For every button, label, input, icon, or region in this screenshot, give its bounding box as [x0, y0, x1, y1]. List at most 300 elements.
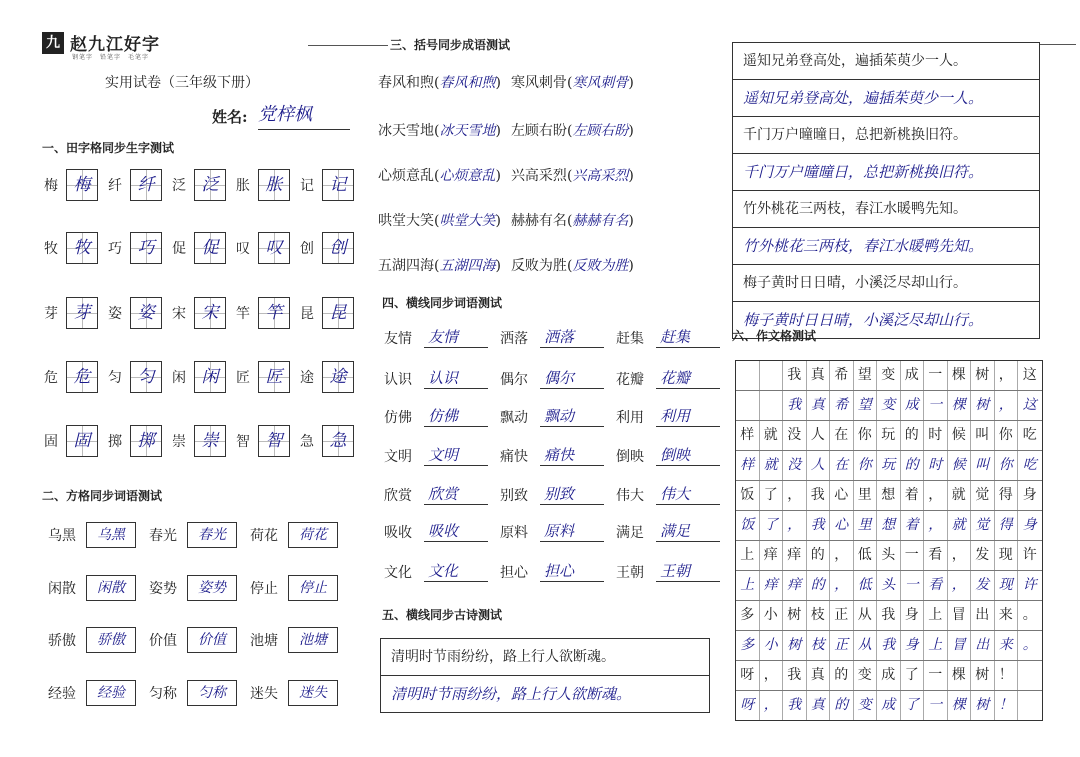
grid-cell: 小: [760, 601, 784, 630]
grid-cell: 变: [854, 691, 878, 720]
char-label: 胀: [236, 178, 250, 194]
char-item: [108, 169, 162, 201]
handwritten-word: 春光: [187, 522, 237, 548]
tianzige-box: 昆: [322, 297, 354, 329]
word-label: 春光: [149, 528, 177, 544]
grid-cell: 头: [877, 571, 901, 600]
tianzige-box: 掷: [130, 425, 162, 457]
grid-cell: ，: [995, 361, 1019, 390]
underline-row: [384, 483, 732, 505]
grid-cell: ，: [948, 541, 972, 570]
grid-row: [736, 601, 1042, 631]
brand-title: 赵九江好字: [70, 35, 160, 55]
char-item: [236, 297, 290, 329]
handwritten-word: 池塘: [288, 627, 338, 653]
section-3-title: 三、括号同步成语测试: [390, 38, 511, 52]
handwritten-word: 利用: [656, 405, 720, 427]
word-label: 荷花: [250, 528, 278, 544]
char-item: [108, 425, 162, 457]
grid-cell: ，: [995, 391, 1019, 420]
idiom-answer: 反败为胜: [572, 258, 629, 274]
char-item: [44, 169, 98, 201]
grid-cell: 冒: [948, 631, 972, 660]
idiom-row: 春风和煦(春风和煦) 寒风刺骨(寒风刺骨): [378, 75, 634, 91]
grid-cell: ，: [830, 571, 854, 600]
grid-cell: 出: [971, 601, 995, 630]
char-label: 匠: [236, 370, 250, 386]
char-label: 纤: [108, 178, 122, 194]
tianzige-box: 姿: [130, 297, 162, 329]
grid-cell: 低: [854, 571, 878, 600]
word-label: 文明: [384, 449, 412, 465]
poem-handwritten-line: 清明时节雨纷纷，路上行人欲断魂。: [391, 685, 632, 703]
grid-cell: 这: [1022, 367, 1037, 383]
grid-cell: [736, 361, 760, 390]
grid-cell: 时: [924, 451, 948, 480]
grid-cell: ，: [760, 691, 784, 720]
grid-cell: 来: [995, 601, 1019, 630]
grid-cell: 变: [854, 661, 878, 690]
grid-cell: 看: [924, 571, 948, 600]
section-4-title: 四、横线同步词语测试: [382, 296, 503, 310]
grid-cell: 着: [901, 481, 925, 510]
tianzige-box: 匀: [130, 361, 162, 393]
underline-item: [384, 367, 488, 389]
char-item: [44, 361, 98, 393]
underline-item: [384, 520, 488, 542]
grid-cell: 心: [830, 481, 854, 510]
char-label: 促: [172, 241, 186, 257]
char-item: [236, 425, 290, 457]
grid-cell: [736, 391, 760, 420]
grid-cell: 望: [854, 391, 878, 420]
grid-cell: 就: [760, 421, 784, 450]
handwritten-word: 吸收: [424, 520, 488, 542]
grid-cell: 着: [901, 511, 925, 540]
handwritten-word: 乌黑: [86, 522, 136, 548]
grid-cell: ！: [995, 661, 1019, 690]
grid-cell: 你: [995, 421, 1019, 450]
grid-cell: 。: [1022, 607, 1037, 623]
grid-row: [736, 391, 1042, 421]
tianzige-box: 梅: [66, 169, 98, 201]
tianzige-row: [44, 425, 364, 457]
fangge-box: [288, 522, 337, 548]
grid-cell: [760, 361, 784, 390]
word-row: [48, 522, 351, 548]
fangge-box: [86, 575, 135, 601]
grid-cell: 。: [1022, 637, 1037, 653]
tianzige-box: 宋: [194, 297, 226, 329]
grid-row: [736, 691, 1042, 720]
tianzige-box: 崇: [194, 425, 226, 457]
grid-cell: 多: [736, 631, 760, 660]
char-item: [300, 425, 354, 457]
word-label: 停止: [250, 581, 278, 597]
idiom-row: 冰天雪地(冰天雪地) 左顾右盼(左顾右盼): [378, 123, 634, 139]
grid-cell: 人: [807, 451, 831, 480]
underline-row: [384, 405, 732, 427]
handwritten-word: 赶集: [656, 326, 720, 348]
grid-cell: 就: [760, 451, 784, 480]
grid-cell: 多: [736, 601, 760, 630]
poem-handwritten-line: 千门万户曈曈日，总把新桃换旧符。: [733, 154, 1039, 191]
word-label: 认识: [384, 372, 412, 388]
handwritten-word: 欣赏: [424, 483, 488, 505]
underline-item: [616, 367, 720, 389]
fangge-box: [288, 575, 337, 601]
word-label: 利用: [616, 410, 644, 426]
underline-item: [500, 483, 604, 505]
grid-cell: 成: [901, 361, 925, 390]
handwritten-word: 原料: [540, 520, 604, 542]
tianzige-box: 竿: [258, 297, 290, 329]
grid-cell: 上: [924, 631, 948, 660]
grid-cell: 树: [971, 661, 995, 690]
underline-item: [616, 520, 720, 542]
word-label: 欣赏: [384, 488, 412, 504]
word-label: 匀称: [149, 686, 177, 702]
char-item: [236, 232, 290, 264]
grid-cell: ！: [995, 691, 1019, 720]
char-item: [44, 297, 98, 329]
grid-cell: 的: [901, 421, 925, 450]
char-label: 宋: [172, 306, 186, 322]
fangge-box: [86, 680, 135, 706]
poem-model-line: 千门万户曈曈日，总把新桃换旧符。: [733, 117, 1039, 154]
grid-cell: 一: [924, 391, 948, 420]
handwritten-word: 花瓣: [656, 367, 720, 389]
word-item: [250, 522, 337, 548]
idiom-text: 兴高采烈: [510, 168, 567, 184]
underline-item: [384, 560, 488, 582]
char-label: 固: [44, 434, 58, 450]
grid-cell: ，: [783, 511, 807, 540]
underline-row: [384, 326, 732, 348]
char-label: 记: [300, 178, 314, 194]
handwritten-word: 担心: [540, 560, 604, 582]
char-item: [44, 232, 98, 264]
grid-cell: 你: [995, 451, 1019, 480]
word-item: [250, 575, 337, 601]
grid-cell: 就: [948, 511, 972, 540]
grid-cell: 从: [854, 631, 878, 660]
char-label: 泛: [172, 178, 186, 194]
word-label: 王朝: [616, 565, 644, 581]
grid-cell: 痒: [783, 571, 807, 600]
grid-cell: 上: [736, 541, 760, 570]
char-label: 竿: [236, 306, 250, 322]
brand-subtitle: 钢笔字 铅笔字 毛笔字: [72, 54, 150, 61]
grid-cell: 的: [830, 691, 854, 720]
fangge-box: [187, 680, 236, 706]
grid-cell: 你: [854, 451, 878, 480]
char-label: 匀: [108, 370, 122, 386]
poem-box-left: [380, 638, 710, 713]
grid-cell: 望: [854, 361, 878, 390]
grid-cell: 痒: [760, 571, 784, 600]
char-item: [172, 361, 226, 393]
fangge-box: [86, 627, 135, 653]
tianzige-row: [44, 361, 364, 393]
underline-row: [384, 560, 732, 582]
tianzige-row: [44, 169, 364, 201]
idiom-row: 五湖四海(五湖四海) 反败为胜(反败为胜): [378, 258, 634, 274]
grid-cell: 身: [901, 601, 925, 630]
underline-item: [500, 444, 604, 466]
grid-cell: 树: [971, 361, 995, 390]
fangge-box: [187, 575, 236, 601]
handwritten-word: 文化: [424, 560, 488, 582]
word-item: [48, 627, 135, 653]
grid-cell: 时: [924, 421, 948, 450]
underline-item: [616, 560, 720, 582]
grid-cell: 没: [783, 421, 807, 450]
grid-cell: 头: [877, 541, 901, 570]
grid-cell: 了: [901, 691, 925, 720]
handwritten-word: 飘动: [540, 405, 604, 427]
char-label: 姿: [108, 306, 122, 322]
underline-item: [616, 444, 720, 466]
grid-cell: 真: [807, 391, 831, 420]
grid-cell: 痒: [760, 541, 784, 570]
grid-cell: 成: [877, 661, 901, 690]
grid-cell: 发: [971, 541, 995, 570]
grid-cell: 我: [807, 481, 831, 510]
handwritten-word: 闲散: [86, 575, 136, 601]
grid-cell: 正: [830, 601, 854, 630]
grid-cell: ，: [924, 481, 948, 510]
grid-cell: 低: [854, 541, 878, 570]
grid-cell: 觉: [971, 481, 995, 510]
idiom-text: 春风和煦: [378, 75, 434, 91]
grid-row: [736, 361, 1042, 391]
grid-cell: 变: [877, 391, 901, 420]
char-label: 昆: [300, 306, 314, 322]
idiom-text: 哄堂大笑: [378, 213, 434, 229]
grid-row: [736, 481, 1042, 511]
idiom-text: 心烦意乱: [378, 168, 434, 184]
word-row: [48, 627, 351, 653]
grid-cell: 了: [760, 481, 784, 510]
grid-row: [736, 631, 1042, 661]
underline-item: [616, 326, 720, 348]
idiom-text: 反败为胜: [510, 258, 567, 274]
grid-cell: 叫: [971, 451, 995, 480]
word-label: 别致: [500, 488, 528, 504]
grid-cell: 一: [924, 661, 948, 690]
idiom-answer: 心烦意乱: [439, 168, 496, 184]
grid-cell: 了: [760, 511, 784, 540]
word-label: 偶尔: [500, 372, 528, 388]
grid-cell: 看: [924, 541, 948, 570]
grid-cell: 一: [924, 691, 948, 720]
word-item: [149, 627, 236, 653]
grid-cell: 这: [1022, 397, 1037, 413]
grid-cell: 枝: [807, 631, 831, 660]
char-label: 闲: [172, 370, 186, 386]
grid-cell: 样: [736, 421, 760, 450]
grid-cell: 树: [783, 601, 807, 630]
grid-cell: 候: [948, 421, 972, 450]
grid-cell: 棵: [948, 661, 972, 690]
word-label: 担心: [500, 565, 528, 581]
grid-cell: 我: [783, 691, 807, 720]
word-label: 满足: [616, 525, 644, 541]
underline-item: [384, 444, 488, 466]
word-label: 花瓣: [616, 372, 644, 388]
word-item: [149, 575, 236, 601]
name-value: 党梓枫: [258, 100, 350, 130]
grid-cell: 了: [901, 661, 925, 690]
tianzige-box: 泛: [194, 169, 226, 201]
grid-cell: 上: [924, 601, 948, 630]
grid-cell: 我: [783, 391, 807, 420]
section-1-title: 一、田字格同步生字测试: [42, 141, 175, 155]
poem-model-line: 竹外桃花三两枝，春江水暖鸭先知。: [733, 191, 1039, 228]
word-label: 池塘: [250, 633, 278, 649]
idiom-answer: 赫赫有名: [572, 213, 629, 229]
grid-cell: 我: [807, 511, 831, 540]
grid-cell: 的: [830, 661, 854, 690]
grid-cell: 小: [760, 631, 784, 660]
tianzige-box: 智: [258, 425, 290, 457]
char-item: [300, 297, 354, 329]
word-item: [149, 522, 236, 548]
fangge-box: [288, 627, 337, 653]
word-label: 痛快: [500, 449, 528, 465]
handwritten-word: 伟大: [656, 483, 720, 505]
handwritten-word: 认识: [424, 367, 488, 389]
tianzige-box: 匠: [258, 361, 290, 393]
grid-cell: 里: [854, 511, 878, 540]
char-label: 牧: [44, 241, 58, 257]
grid-cell: 在: [830, 421, 854, 450]
section-6-title: 六、作文格测试: [732, 329, 817, 343]
name-label: 姓名:: [212, 108, 248, 126]
poem-handwritten-line: 梅子黄时日日晴，小溪泛尽却山行。: [743, 311, 984, 329]
idiom-answer: 春风和煦: [439, 75, 496, 91]
idiom-row: 心烦意乱(心烦意乱) 兴高采烈(兴高采烈): [378, 168, 634, 184]
char-item: [108, 361, 162, 393]
handwritten-word: 满足: [656, 520, 720, 542]
char-item: [236, 169, 290, 201]
underline-item: [500, 405, 604, 427]
char-label: 途: [300, 370, 314, 386]
tianzige-box: 巧: [130, 232, 162, 264]
char-label: 崇: [172, 434, 186, 450]
char-label: 创: [300, 241, 314, 257]
tianzige-box: 芽: [66, 297, 98, 329]
tianzige-box: 危: [66, 361, 98, 393]
word-label: 友情: [384, 331, 412, 347]
char-item: [236, 361, 290, 393]
char-label: 巧: [108, 241, 122, 257]
char-item: [172, 297, 226, 329]
grid-cell: 发: [971, 571, 995, 600]
word-label: 飘动: [500, 410, 528, 426]
grid-cell: 棵: [948, 391, 972, 420]
grid-cell: 觉: [971, 511, 995, 540]
grid-cell: 许: [1022, 547, 1037, 563]
grid-cell: 我: [783, 361, 807, 390]
grid-cell: [1018, 661, 1042, 690]
word-row: [48, 575, 351, 601]
grid-row: [736, 541, 1042, 571]
tianzige-box: 牧: [66, 232, 98, 264]
grid-cell: 枝: [807, 601, 831, 630]
idiom-answer: 冰天雪地: [439, 123, 496, 139]
grid-cell: 吃: [1022, 457, 1037, 473]
grid-cell: 玩: [877, 421, 901, 450]
grid-cell: 就: [948, 481, 972, 510]
grid-cell: 来: [995, 631, 1019, 660]
handwritten-word: 匀称: [187, 680, 237, 706]
grid-cell: 成: [877, 691, 901, 720]
grid-cell: 正: [830, 631, 854, 660]
word-item: [250, 680, 337, 706]
handwritten-word: 经验: [86, 680, 136, 706]
grid-cell: 冒: [948, 601, 972, 630]
underline-item: [500, 326, 604, 348]
handwritten-word: 文明: [424, 444, 488, 466]
paper-title: 实用试卷（三年级下册）: [105, 75, 259, 91]
handwritten-word: 痛快: [540, 444, 604, 466]
char-item: [172, 425, 226, 457]
idiom-answer: 左顾右盼: [572, 123, 629, 139]
poem-model-line: 遥知兄弟登高处，遍插茱萸少一人。: [733, 43, 1039, 80]
handwritten-word: 荷花: [288, 522, 338, 548]
grid-cell: 呀: [736, 691, 760, 720]
handwritten-word: 王朝: [656, 560, 720, 582]
word-label: 伟大: [616, 488, 644, 504]
idiom-answer: 哄堂大笑: [439, 213, 496, 229]
underline-row: [384, 444, 732, 466]
char-item: [172, 232, 226, 264]
handwritten-word: 倒映: [656, 444, 720, 466]
grid-cell: 没: [783, 451, 807, 480]
fangge-box: [187, 522, 236, 548]
grid-cell: 我: [783, 661, 807, 690]
underline-item: [384, 326, 488, 348]
grid-cell: [1018, 691, 1042, 720]
grid-row: [736, 451, 1042, 481]
grid-cell: ，: [760, 661, 784, 690]
grid-cell: 棵: [948, 361, 972, 390]
fangge-box: [288, 680, 337, 706]
tianzige-box: 胀: [258, 169, 290, 201]
grid-row: [736, 661, 1042, 691]
grid-cell: 想: [877, 511, 901, 540]
grid-cell: 现: [995, 571, 1019, 600]
char-label: 智: [236, 434, 250, 450]
word-label: 原料: [500, 525, 528, 541]
word-item: [48, 522, 135, 548]
idiom-text: 赫赫有名: [510, 213, 567, 229]
tianzige-box: 叹: [258, 232, 290, 264]
grid-row: [736, 571, 1042, 601]
grid-cell: 上: [736, 571, 760, 600]
grid-row: [736, 511, 1042, 541]
grid-cell: 希: [830, 361, 854, 390]
handwritten-word: 迷失: [288, 680, 338, 706]
grid-cell: 真: [807, 661, 831, 690]
grid-cell: 饭: [736, 511, 760, 540]
word-item: [250, 627, 337, 653]
char-label: 急: [300, 434, 314, 450]
word-item: [149, 680, 236, 706]
grid-row: [736, 421, 1042, 451]
